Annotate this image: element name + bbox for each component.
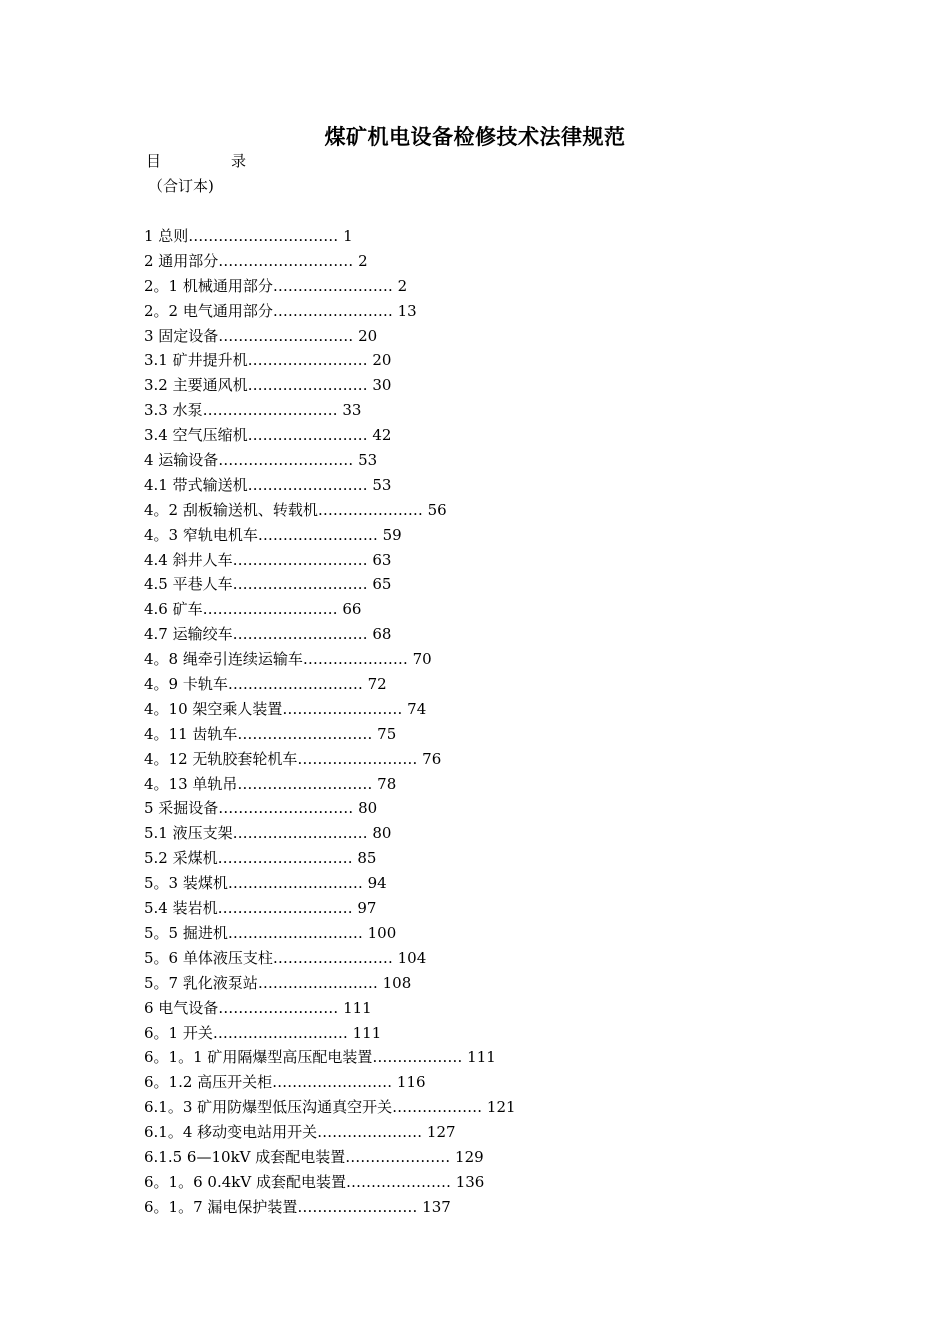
toc-item: 3.3 水泵……………………… 33 — [144, 401, 362, 420]
toc-item: 4 运输设备……………………… 53 — [144, 451, 378, 470]
toc-heading — [146, 151, 246, 171]
toc-item: 5 采掘设备……………………… 80 — [144, 799, 378, 818]
toc-item: 5。7 乳化液泵站…………………… 108 — [144, 973, 412, 992]
toc-item: 6。1 开关……………………… 111 — [144, 1023, 382, 1042]
toc-item: 4。3 窄轨电机车…………………… 59 — [144, 525, 402, 544]
toc-item: 4.4 斜井人车……………………… 63 — [144, 550, 392, 569]
toc-item: 4。2 刮板输送机、转载机………………… 56 — [144, 500, 447, 519]
toc-item: 4.1 带式输送机…………………… 53 — [144, 475, 392, 494]
toc-item: 6。1。6 0.4kV 成套配电装置………………… 136 — [144, 1172, 485, 1191]
toc-item: 3.1 矿井提升机…………………… 20 — [144, 351, 392, 370]
toc-item: 1 总则………………………… 1 — [144, 227, 353, 245]
toc-item: 4。12 无轨胶套轮机车…………………… 76 — [144, 749, 442, 768]
toc-item: 5.4 装岩机……………………… 97 — [144, 899, 377, 918]
toc-item: 5。6 单体液压支柱…………………… 104 — [144, 948, 427, 967]
toc-item: 3 固定设备……………………… 20 — [144, 326, 378, 345]
toc-item: 3.4 空气压缩机…………………… 42 — [144, 426, 392, 445]
toc-item: 6 电气设备…………………… 111 — [144, 998, 372, 1017]
toc-list — [144, 226, 516, 1222]
toc-item: 4。8 绳牵引连续运输车………………… 70 — [144, 650, 432, 669]
toc-heading-char-1: 目 — [146, 152, 162, 170]
toc-item: 4.6 矿车……………………… 66 — [144, 600, 362, 619]
toc-item: 4。11 齿轨车……………………… 75 — [144, 724, 397, 743]
toc-item: 6.1。4 移动变电站用开关………………… 127 — [144, 1123, 456, 1142]
toc-item: 6。1。7 漏电保护装置…………………… 137 — [144, 1197, 451, 1216]
toc-heading-char-2: 录 — [231, 152, 247, 170]
document-title: 煤矿机电设备检修技术法律规范 — [324, 124, 626, 149]
toc-item: 4。13 单轨吊……………………… 78 — [144, 774, 397, 793]
document-subtitle: （合订本) — [148, 177, 214, 195]
toc-item: 6.1。3 矿用防爆型低压沟通真空开关……………… 121 — [144, 1098, 516, 1117]
toc-item: 4.5 平巷人车……………………… 65 — [144, 575, 392, 594]
toc-item: 4.7 运输绞车……………………… 68 — [144, 625, 392, 644]
toc-item: 2。2 电气通用部分…………………… 13 — [144, 301, 417, 320]
toc-item: 2 通用部分……………………… 2 — [144, 251, 368, 270]
toc-item: 5.2 采煤机……………………… 85 — [144, 849, 377, 868]
toc-item: 3.2 主要通风机…………………… 30 — [144, 376, 392, 395]
toc-item: 5。3 装煤机……………………… 94 — [144, 874, 387, 893]
toc-item: 4。9 卡轨车……………………… 72 — [144, 675, 387, 694]
toc-item: 5。5 掘进机……………………… 100 — [144, 923, 397, 942]
toc-item: 4。10 架空乘人装置…………………… 74 — [144, 699, 427, 718]
toc-item: 6。1.2 高压开关柜…………………… 116 — [144, 1073, 426, 1092]
toc-item: 6.1.5 6—10kV 成套配电装置………………… 129 — [144, 1147, 484, 1166]
toc-item: 2。1 机械通用部分…………………… 2 — [144, 276, 408, 295]
toc-item: 6。1。1 矿用隔爆型高压配电装置……………… 111 — [144, 1048, 496, 1067]
toc-item: 5.1 液压支架……………………… 80 — [144, 824, 392, 843]
